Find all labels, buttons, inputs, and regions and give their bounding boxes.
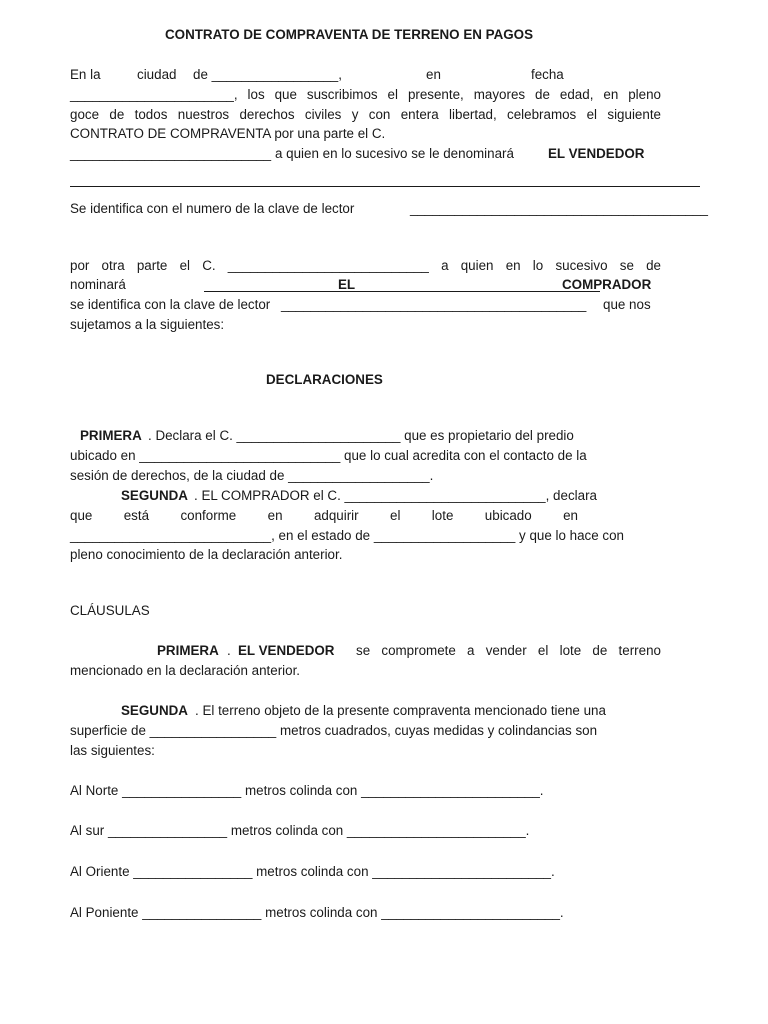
declaraciones-heading: DECLARACIONES [266,372,383,387]
clausula-segunda-line-3: las siguientes: [70,743,155,758]
intro-en: en [426,67,441,82]
comprador-clave-text: se identifica con la clave de lector [70,297,271,312]
comprador-nominara: nominará [70,277,126,292]
document-title: CONTRATO DE COMPRAVENTA DE TERRENO EN PAGOS [165,27,534,42]
declaracion-primera-line-1: . Declara el C. ______________________ que es propietario del predio [148,428,574,443]
intro-fecha: fecha [531,67,564,82]
clausula-primera-vendedor: EL VENDEDOR [238,643,335,658]
clave-lector-vendedor-blank: ________________________________________ [410,201,708,216]
declaracion-segunda-line-3: ___________________________, en el estado de ___________________ y que lo hace con [70,528,624,543]
clausula-segunda-line-2: superficie de _________________ metros cuadrados, cuyas medidas y colindancias son [70,723,598,738]
intro-line-3: goce de todos nuestros derechos civiles y con entera libertad, celebramos el siguiente [70,107,661,122]
clausula-segunda-label: SEGUNDA [121,703,188,718]
comprador-line-4: sujetamos a la siguientes: [70,317,225,332]
clausulas-heading: CLÁUSULAS [70,603,150,618]
clausula-primera-label: PRIMERA [157,643,219,658]
declaracion-primera-line-2: ubicado en ___________________________ que lo cual acredita con el contacto de la [70,448,587,463]
intro-ciudad: ciudad [137,67,177,82]
intro-en-la: En la [70,67,101,82]
comprador-el: EL [338,277,356,292]
separator-line [70,186,700,187]
comprador-label: COMPRADOR [562,277,652,292]
colindancia-oriente: Al Oriente ________________ metros colinda con ________________________. [70,864,555,879]
comprador-line-1: por otra parte el C. ___________________________ a quien en lo sucesivo se de [70,258,661,273]
intro-line-4: CONTRATO DE COMPRAVENTA por una parte el C. [70,126,386,141]
colindancia-sur: Al sur ________________ metros colinda con ________________________. [70,823,530,838]
declaracion-segunda-line-4: pleno conocimiento de la declaración anterior. [70,547,343,562]
vendedor-denominacion: a quien en lo sucesivo se le denominará [275,146,514,161]
clausula-primera-line-1: se compromete a vender el lote de terreno [356,643,661,658]
declaracion-segunda-line-1: . EL COMPRADOR el C. ___________________________, declara [194,488,597,503]
colindancia-poniente: Al Poniente ________________ metros colinda con ________________________. [70,905,564,920]
identifica-vendedor: Se identifica con el numero de la clave de lector [70,201,355,216]
clausula-primera-sep: . [227,643,231,658]
comprador-underline [204,291,600,292]
intro-de-blank: de _________________, [193,67,342,82]
comprador-que-nos: que nos [603,297,651,312]
declaracion-primera-label: PRIMERA [80,428,142,443]
declaracion-segunda-label: SEGUNDA [121,488,188,503]
clausula-segunda-line-1: . El terreno objeto de la presente compraventa mencionado tiene una [195,703,606,718]
vendedor-name-blank: ___________________________ [70,146,272,161]
el-vendedor-label: EL VENDEDOR [548,146,645,161]
clave-lector-comprador-blank: _________________________________________ [281,297,587,312]
clausula-primera-line-2: mencionado en la declaración anterior. [70,663,301,678]
declaracion-segunda-line-2: que está conforme en adquirir el lote ubicado en [70,508,578,523]
declaracion-primera-line-3: sesión de derechos, de la ciudad de ___________________. [70,468,434,483]
colindancia-norte: Al Norte ________________ metros colinda con ________________________. [70,783,544,798]
intro-line-2: ______________________, los que suscribimos el presente, mayores de edad, en pleno [70,87,661,102]
